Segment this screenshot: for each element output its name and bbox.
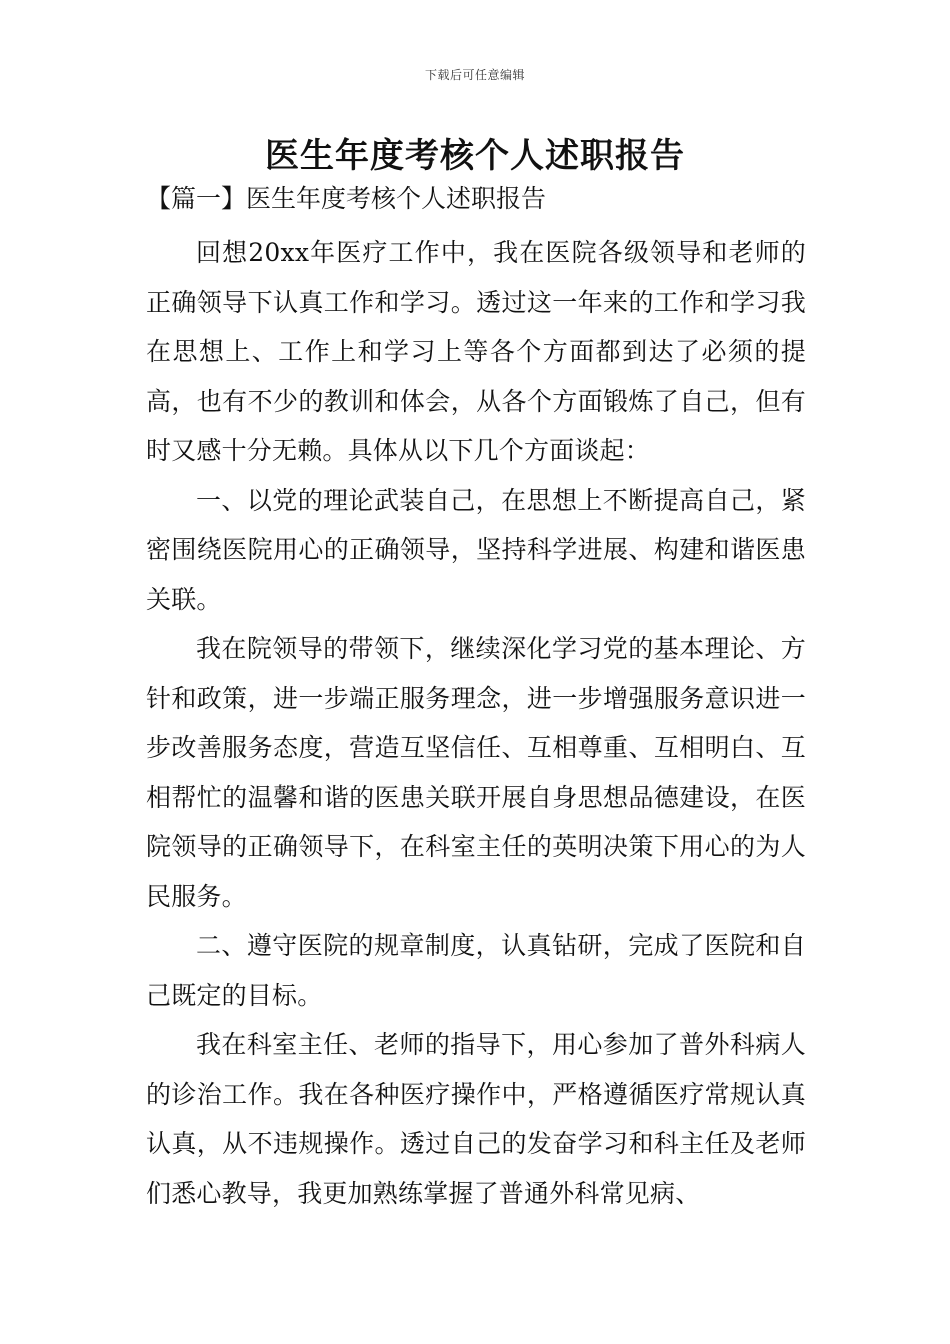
paragraph-4: 二、遵守医院的规章制度，认真钻研，完成了医院和自己既定的目标。 (146, 931, 806, 1010)
section-heading: 【篇一】医生年度考核个人述职报告 (146, 184, 547, 213)
paragraph-1: 回想20xx年医疗工作中，我在医院各级领导和老师的正确领导下认真工作和学习。透过这一年来的工作和学习我在思想上、工作上和学习上等各个方面都到达了必须的提高，也有不少的教训和体会，从各个方面锻炼了自己，但有时又感十分无赖。具体从以下几个方面谈起： (146, 238, 806, 465)
paragraph-3: 我在院领导的带领下，继续深化学习党的基本理论、方针和政策，进一步端正服务理念，进一步增强服务意识进一步改善服务态度，营造互坚信任、互相尊重、互相明白、互相帮忙的温馨和谐的医患关联开展自身思想品德建设，在医院领导的正确领导下，在科室主任的英明决策下用心的为人民服务。 (146, 634, 806, 911)
header-note: 下载后可任意编辑 (424, 68, 525, 82)
paragraph-5: 我在科室主任、老师的指导下，用心参加了普外科病人的诊治工作。我在各种医疗操作中，严格遵循医疗常规认真认真，从不违规操作。透过自己的发奋学习和科主任及老师们悉心教导，我更加熟练掌握了普通外科常见病、 (146, 1030, 806, 1208)
document-title: 医生年度考核个人述职报告 (265, 136, 685, 176)
paragraph-2: 一、以党的理论武装自己，在思想上不断提高自己，紧密围绕医院用心的正确领导，坚持科学进展、构建和谐医患关联。 (146, 485, 806, 614)
body-text (146, 228, 806, 1218)
